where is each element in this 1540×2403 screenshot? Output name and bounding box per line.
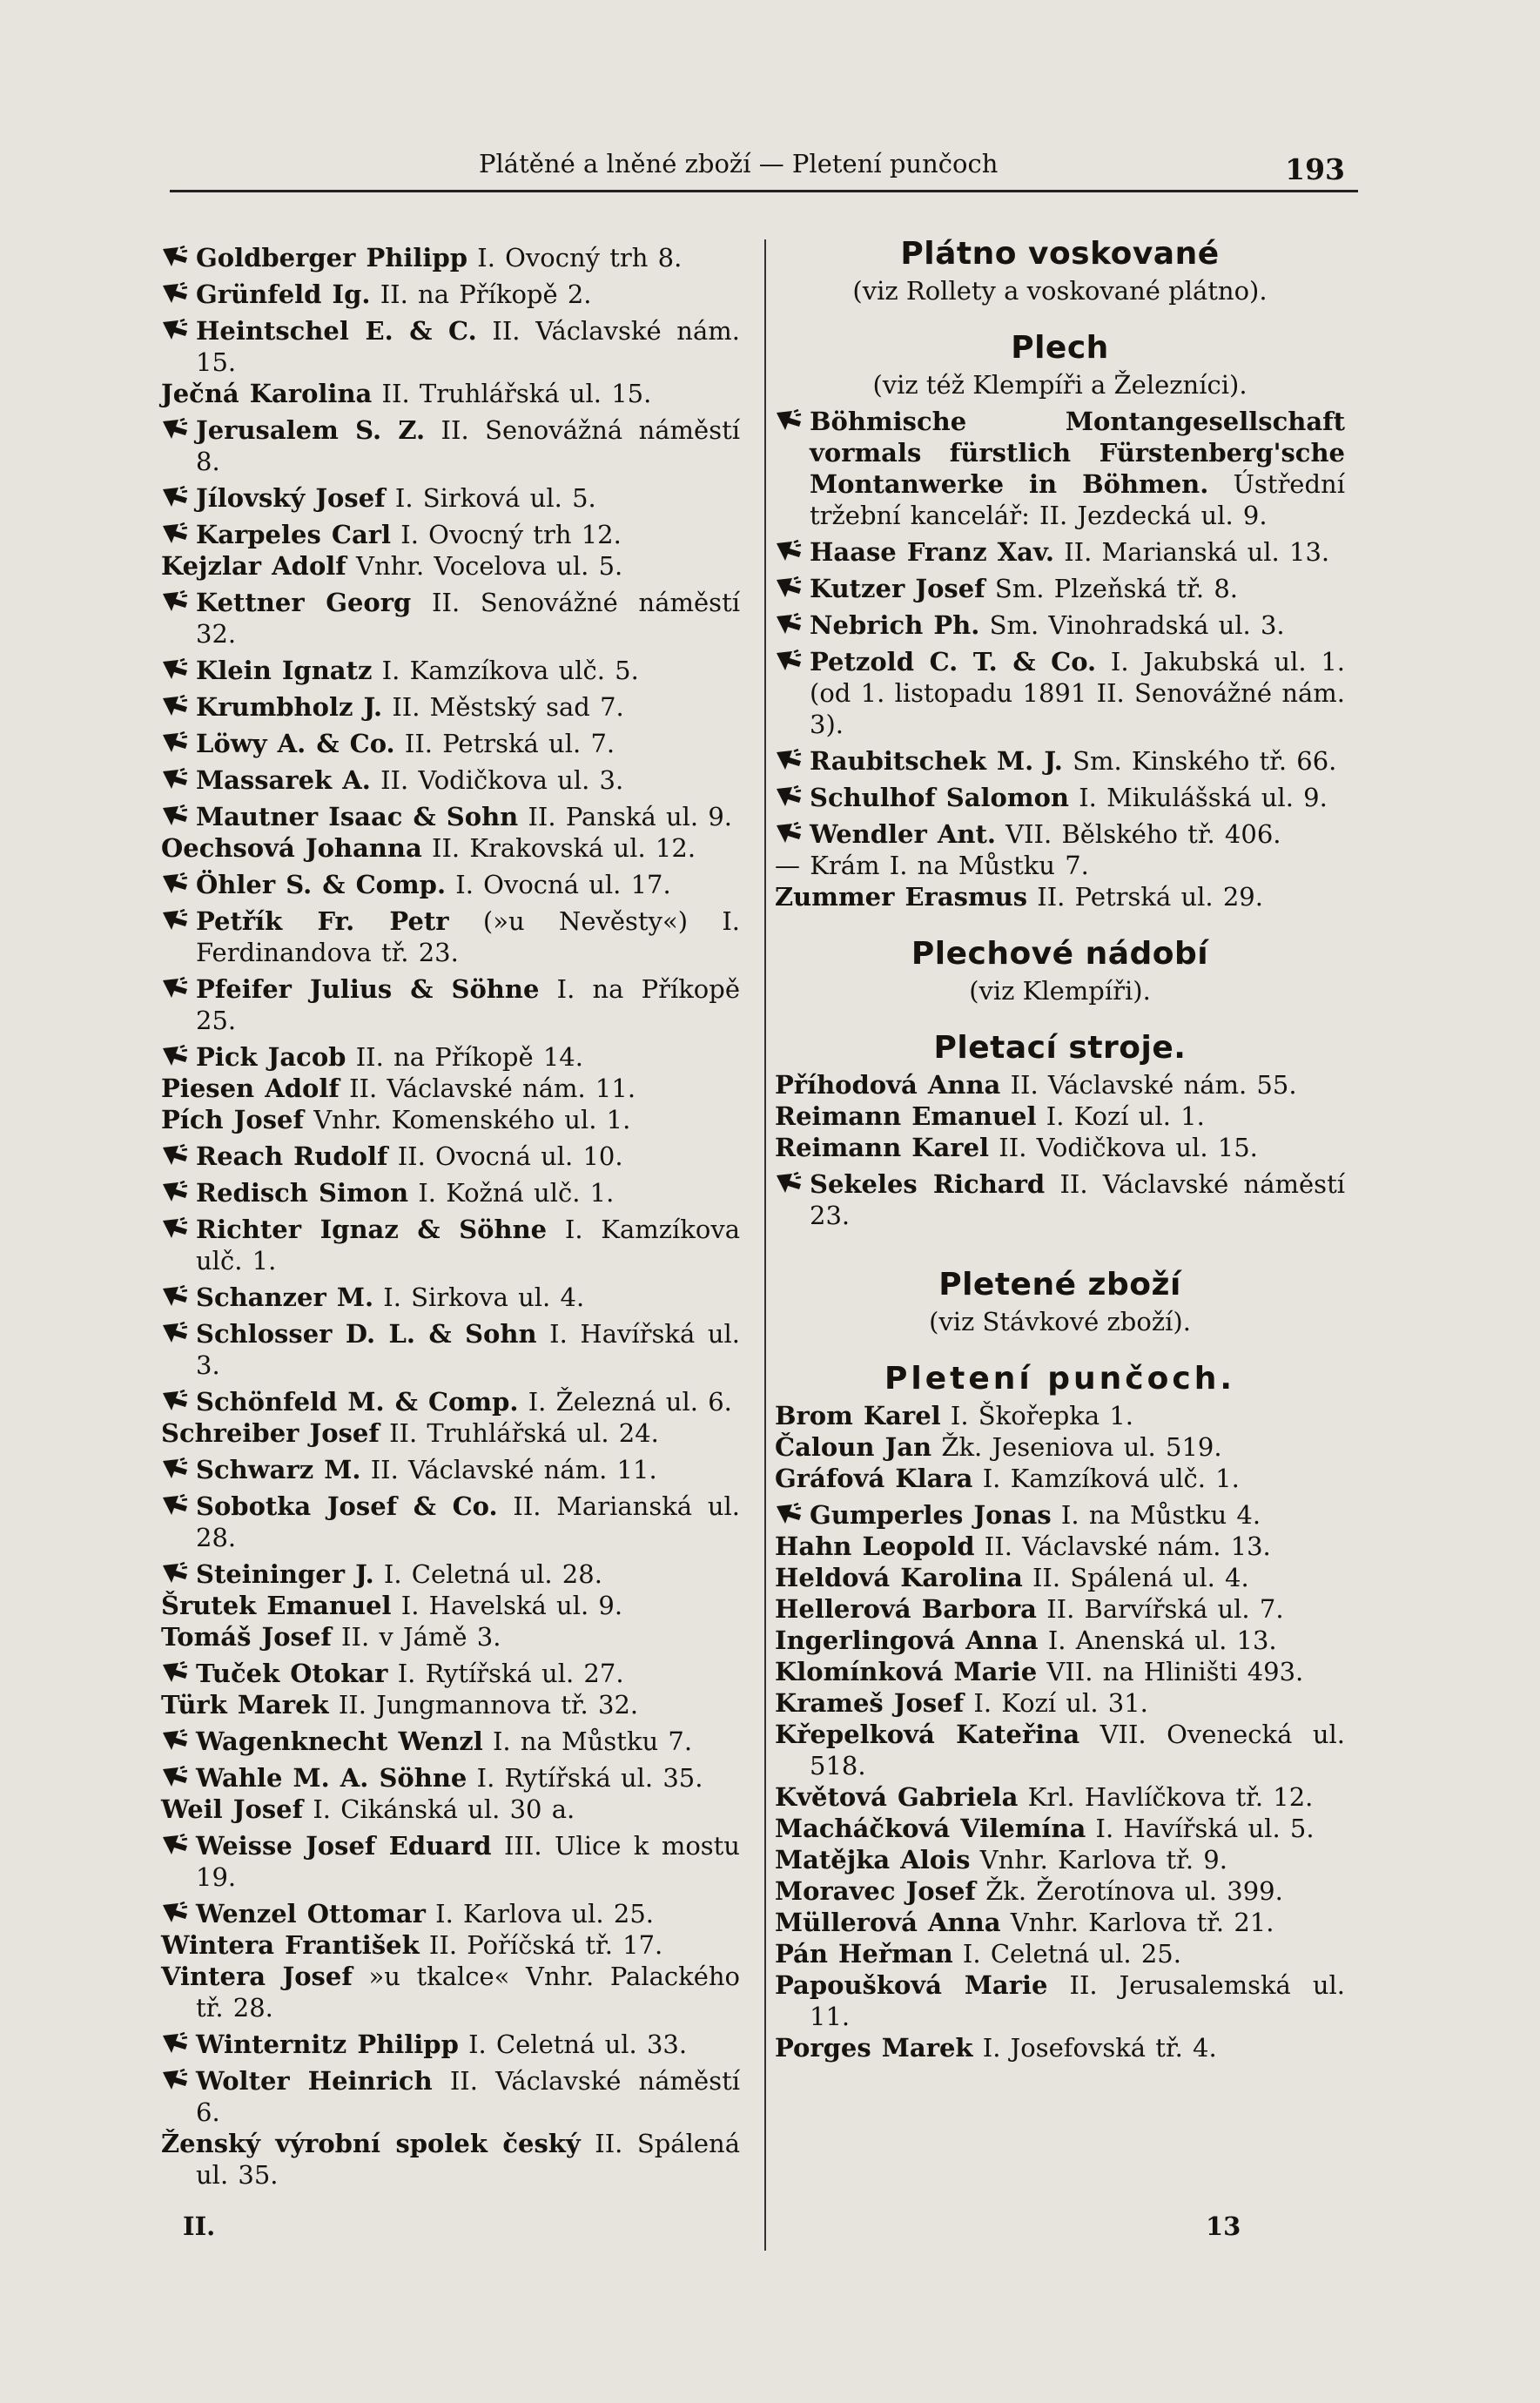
- entry-name: Schwarz M.: [196, 1455, 361, 1484]
- entry-name: Kejzlar Adolf: [161, 551, 346, 581]
- entry-name: Pích Josef: [161, 1105, 304, 1134]
- directory-entry: [775, 1813, 1345, 1844]
- entry-name: Oechsová Johanna: [161, 833, 422, 863]
- section-title-pletaci: Pletací stroje.: [933, 1030, 1187, 1066]
- entry-name: Weil Josef: [161, 1794, 304, 1824]
- entry-name: Ingerlingová Anna: [775, 1626, 1039, 1655]
- directory-entry: [161, 378, 740, 409]
- entry-address: II. Ovocná ul. 10.: [397, 1141, 623, 1171]
- directory-entry: [161, 832, 740, 864]
- entry-name: Wolter Heinrich: [196, 2066, 433, 2096]
- directory-entry: [161, 905, 740, 968]
- pointing-hand-icon: [161, 1045, 189, 1069]
- entry-name: Pán Heřman: [775, 1939, 953, 1969]
- entry-address: I. na Můstku 4.: [1060, 1500, 1261, 1530]
- directory-entry: [161, 587, 740, 650]
- entry-address: II. Jerusalemská ul. 11.: [810, 1970, 1345, 2031]
- section-title-platno: Plátno voskované: [900, 236, 1220, 272]
- entry-name: Brom Karel: [775, 1401, 941, 1430]
- entry-name: Tomáš Josef: [161, 1622, 332, 1652]
- entry-address: (»u Nevěsty«) I. Ferdinandova tř. 23.: [196, 906, 740, 967]
- pointing-hand-icon: [161, 246, 189, 270]
- entry-address: I. Kozí ul. 31.: [973, 1688, 1148, 1718]
- entry-name: Kettner Georg: [196, 588, 412, 617]
- entry-name: Müllerová Anna: [775, 1908, 1001, 1937]
- directory-entry: [161, 1417, 740, 1449]
- pointing-hand-icon: [775, 785, 803, 810]
- directory-entry: [775, 850, 1345, 881]
- entry-address: II. na Příkopě 2.: [380, 279, 592, 309]
- entry-name: Haase Franz Xav.: [810, 537, 1054, 567]
- entry-name: Moravec Josef: [775, 1876, 976, 1906]
- entry-name: Wagenknecht Wenzl: [196, 1727, 483, 1756]
- directory-entry: [161, 2128, 740, 2191]
- directory-entry: [161, 1558, 740, 1590]
- pointing-hand-icon: [161, 804, 189, 829]
- entry-address: II. Poříčská tř. 17.: [428, 1930, 663, 1960]
- directory-entry: [775, 1562, 1345, 1593]
- directory-entry: [775, 881, 1345, 912]
- entry-name: Pfeifer Julius & Söhne: [196, 974, 540, 1004]
- pointing-hand-icon: [161, 1766, 189, 1790]
- pointing-hand-icon: [161, 872, 189, 897]
- entry-address: II. Barvířská ul. 7.: [1046, 1594, 1284, 1624]
- directory-entry: [775, 1844, 1345, 1875]
- directory-entry: [775, 1781, 1345, 1813]
- entry-address: I. Kamzíkova ulč. 1.: [196, 1215, 741, 1276]
- entry-name: Richter Ignaz & Söhne: [196, 1215, 548, 1244]
- entry-address: »u tkalce« Vnhr. Palackého tř. 28.: [196, 1962, 741, 2023]
- directory-entry: [775, 1531, 1345, 1562]
- entry-name: Winternitz Philipp: [196, 2029, 459, 2059]
- entry-address: Žk. Žerotínova ul. 399.: [985, 1876, 1283, 1906]
- pointing-hand-icon: [161, 1562, 189, 1586]
- directory-entry: [775, 1101, 1345, 1132]
- section-list-plech: [775, 406, 1345, 912]
- pointing-hand-icon: [161, 1661, 189, 1686]
- directory-entry: [775, 1400, 1345, 1431]
- entry-address: Vnhr. Vocelova ul. 5.: [356, 551, 623, 581]
- entry-name: Schreiber Josef: [161, 1418, 380, 1448]
- entry-address: I. Karlova ul. 25.: [435, 1899, 654, 1928]
- pointing-hand-icon: [775, 409, 803, 434]
- entry-address: I. Josefovská tř. 4.: [982, 2033, 1217, 2063]
- pointing-hand-icon: [161, 319, 189, 343]
- entry-address: II. v Jámě 3.: [341, 1622, 501, 1652]
- section-note-plech: (viz též Klempíři a Železníci).: [872, 370, 1247, 400]
- pointing-hand-icon: [161, 1390, 189, 1414]
- entry-name: Jerusalem S. Z.: [196, 415, 426, 445]
- entry-name: Příhodová Anna: [775, 1070, 1001, 1100]
- directory-entry: [775, 406, 1345, 531]
- directory-entry: [775, 1168, 1345, 1231]
- entry-address: I. Ovocný trh 12.: [400, 520, 622, 549]
- entry-address: Sm. Vinohradská ul. 3.: [989, 610, 1285, 640]
- pointing-hand-icon: [161, 486, 189, 510]
- entry-name: Schanzer M.: [196, 1282, 374, 1312]
- pointing-hand-icon: [161, 1181, 189, 1205]
- entry-name: Öhler S. & Comp.: [196, 870, 447, 899]
- directory-entry: [161, 315, 740, 378]
- directory-entry: [161, 1141, 740, 1172]
- entry-name: Wenzel Ottomar: [196, 1899, 426, 1928]
- directory-entry: [775, 1938, 1345, 1969]
- directory-entry: [775, 1969, 1345, 2032]
- directory-entry: [161, 1762, 740, 1794]
- entry-name: Goldberger Philipp: [196, 243, 468, 273]
- entry-address: Vnhr. Karlova tř. 9.: [979, 1845, 1227, 1875]
- directory-entry: [161, 1454, 740, 1485]
- entry-name: Porges Marek: [775, 2033, 973, 2063]
- entry-address: II. Jungmannova tř. 32.: [338, 1690, 639, 1720]
- entry-address: II. Spálená ul. 35.: [196, 2129, 740, 2190]
- entry-name: Mautner Isaac & Sohn: [196, 802, 519, 831]
- entry-address: II. Vodičkova ul. 15.: [999, 1133, 1258, 1162]
- entry-name: Gumperles Jonas: [810, 1500, 1052, 1530]
- directory-entry: [161, 1689, 740, 1720]
- directory-entry: [775, 646, 1345, 740]
- pointing-hand-icon: [161, 1285, 189, 1309]
- directory-entry: [161, 764, 740, 796]
- entry-address: Krl. Havlíčkova tř. 12.: [1027, 1782, 1314, 1812]
- signature-mark-right: 13: [1206, 2211, 1241, 2241]
- entry-address: I. Sirková ul. 5.: [394, 483, 596, 513]
- section-note-pletene: (viz Stávkové zboží).: [929, 1307, 1191, 1336]
- entry-address: II. Marianská ul. 13.: [1064, 537, 1330, 567]
- entry-address: II. Senovážná náměstí 8.: [196, 415, 741, 476]
- entry-address: II. Městský sad 7.: [392, 692, 624, 722]
- directory-entry: [775, 1656, 1345, 1687]
- entry-address: I. Celetná ul. 25.: [962, 1939, 1181, 1969]
- directory-entry: [161, 1830, 740, 1893]
- entry-name: Wintera František: [161, 1930, 420, 1960]
- entry-name: Reimann Karel: [775, 1133, 990, 1162]
- directory-entry: [161, 279, 740, 310]
- entry-name: Massarek A.: [196, 765, 371, 795]
- entry-name: Matějka Alois: [775, 1845, 971, 1875]
- entry-name: Květová Gabriela: [775, 1782, 1019, 1812]
- entry-name: Böhmische Montangesellschaft vormals fürstlich Fürstenberg'sche Montanwerke in Böhmen.: [810, 407, 1345, 499]
- header-rule: [170, 190, 1358, 192]
- entry-address: I. Havířská ul. 3.: [196, 1319, 740, 1380]
- directory-entry: [161, 973, 740, 1036]
- entry-address: I. Rytířská ul. 35.: [476, 1763, 703, 1793]
- directory-entry: [161, 1177, 740, 1208]
- entry-address: II. Krakovská ul. 12.: [431, 833, 696, 863]
- pointing-hand-icon: [161, 731, 189, 756]
- entry-address: I. Jakubská ul. 1. (od 1. listopadu 1891 II. Senovážné nám. 3).: [810, 647, 1345, 739]
- directory-entry: [775, 1687, 1345, 1719]
- pointing-hand-icon: [775, 749, 803, 773]
- pointing-hand-icon: [161, 1494, 189, 1518]
- entry-address: Vnhr. Komenského ul. 1.: [313, 1105, 631, 1134]
- entry-address: II. Václavské nám. 11.: [349, 1074, 636, 1103]
- section-note-plechove: (viz Klempíři).: [969, 976, 1151, 1006]
- entry-address: III. Ulice k mostu 19.: [196, 1831, 740, 1892]
- entry-name: Schulhof Salomon: [810, 783, 1069, 812]
- entry-name: Papoušková Marie: [775, 1970, 1048, 2000]
- entry-address: II. Václavské nám. 13.: [984, 1531, 1271, 1561]
- entry-name: Šrutek Emanuel: [161, 1591, 392, 1620]
- entry-address: I. Kamzíkova ulč. 5.: [381, 656, 639, 685]
- entry-address: Sm. Plzeňská tř. 8.: [994, 574, 1238, 603]
- entry-name: Hellerová Barbora: [775, 1594, 1037, 1624]
- directory-entry: [775, 2032, 1345, 2063]
- directory-entry: [775, 1907, 1345, 1938]
- page-number: 193: [1285, 152, 1345, 186]
- entry-name: Weisse Josef Eduard: [196, 1831, 492, 1861]
- directory-entry: [161, 691, 740, 723]
- directory-entry: [161, 1491, 740, 1553]
- directory-entry: [775, 609, 1345, 641]
- left-column: [161, 237, 740, 2191]
- running-head: Plátěné a lněné zboží — Pletení punčoch: [479, 149, 999, 178]
- entry-name: Sekeles Richard: [810, 1169, 1046, 1199]
- entry-name: Jílovský Josef: [196, 483, 386, 513]
- directory-entry: [775, 536, 1345, 568]
- entry-address: II. Václavské nám. 55.: [1010, 1070, 1297, 1100]
- pointing-hand-icon: [161, 2032, 189, 2056]
- directory-entry: [161, 1898, 740, 1929]
- entry-name: Pick Jacob: [196, 1042, 346, 1072]
- entry-address: VII. Ovenecká ul. 518.: [810, 1720, 1345, 1780]
- entry-address: I. Havířská ul. 5.: [1095, 1814, 1315, 1843]
- directory-entry: [775, 745, 1345, 777]
- right-column: [775, 237, 1345, 2063]
- entry-name: Wendler Ant.: [810, 819, 996, 849]
- entry-address: II. Václavské nám. 11.: [370, 1455, 657, 1484]
- entry-address: I. Železná ul. 6.: [528, 1387, 732, 1417]
- pointing-hand-icon: [161, 282, 189, 306]
- directory-entry: [161, 550, 740, 582]
- directory-entry: [161, 1318, 740, 1381]
- directory-entry: [775, 818, 1345, 850]
- section-note-platno: (viz Rollety a voskované plátno).: [852, 276, 1268, 306]
- entry-address: I. Ovocný trh 8.: [477, 243, 683, 273]
- entry-address: I. na Příkopě 25.: [196, 974, 740, 1035]
- section-list-pletaci: [775, 1069, 1345, 1231]
- entry-name: Löwy A. & Co.: [196, 729, 395, 758]
- pointing-hand-icon: [161, 1322, 189, 1346]
- directory-entry: [161, 1929, 740, 1961]
- directory-entry: [161, 1104, 740, 1135]
- entry-address: I. Kamzíková ulč. 1.: [982, 1464, 1240, 1493]
- entry-name: Zummer Erasmus: [775, 882, 1028, 912]
- pointing-hand-icon: [775, 650, 803, 674]
- directory-entry: [161, 1621, 740, 1652]
- directory-entry: [775, 573, 1345, 604]
- directory-entry: [161, 728, 740, 759]
- entry-address: II. Truhlářská ul. 24.: [389, 1418, 659, 1448]
- entry-address: II. Panská ul. 9.: [528, 802, 733, 831]
- entry-address: I. Celetná ul. 28.: [383, 1559, 602, 1589]
- entry-name: Steininger J.: [196, 1559, 374, 1589]
- directory-entry: [775, 1625, 1345, 1656]
- pointing-hand-icon: [161, 1217, 189, 1242]
- column-divider: [764, 239, 766, 2251]
- entry-address: II. Marianská ul. 28.: [196, 1491, 741, 1552]
- entry-name: Raubitschek M. J.: [810, 746, 1063, 776]
- entry-address: II. na Příkopě 14.: [355, 1042, 583, 1072]
- entry-name: Ječná Karolina: [161, 379, 373, 408]
- directory-entry: [161, 1214, 740, 1276]
- entry-name: Vintera Josef: [161, 1962, 353, 1991]
- entry-address: Sm. Kinského tř. 66.: [1073, 746, 1337, 776]
- pointing-hand-icon: [161, 658, 189, 683]
- entry-name: Wahle M. A. Söhne: [196, 1763, 467, 1793]
- entry-name: Krameš Josef: [775, 1688, 965, 1718]
- directory-entry: [161, 414, 740, 477]
- entry-address: I. Ovocná ul. 17.: [455, 870, 671, 899]
- entry-name: Reach Rudolf: [196, 1141, 388, 1171]
- entry-name: Türk Marek: [161, 1690, 329, 1720]
- directory-entry: [161, 1726, 740, 1757]
- directory-entry: [161, 2029, 740, 2060]
- directory-entry: [775, 1069, 1345, 1101]
- entry-address: VII. Bělského tř. 406.: [1005, 819, 1281, 849]
- entry-name: Heintschel E. & C.: [196, 316, 477, 346]
- entry-address: II. Václavské náměstí 6.: [196, 2066, 740, 2127]
- entry-name: Piesen Adolf: [161, 1074, 340, 1103]
- entry-name: Křepelková Kateřina: [775, 1720, 1080, 1749]
- directory-entry: [161, 1386, 740, 1417]
- entry-address: II. Vodičkova ul. 3.: [380, 765, 624, 795]
- entry-name: Heldová Karolina: [775, 1563, 1023, 1592]
- directory-entry: [775, 1463, 1345, 1494]
- directory-entry: [161, 1041, 740, 1073]
- entry-address: I. Škořepka 1.: [950, 1401, 1134, 1430]
- pointing-hand-icon: [161, 590, 189, 615]
- section-title-plech: Plech: [1011, 330, 1109, 366]
- directory-entry: [161, 1282, 740, 1313]
- entry-address: I. Kožná ulč. 1.: [418, 1178, 615, 1208]
- entry-name: Tuček Otokar: [196, 1659, 388, 1688]
- entry-address: Ústřední tržební kancelář: II. Jezdecká ul. 9.: [810, 469, 1345, 530]
- directory-entry: [775, 1431, 1345, 1463]
- entry-address: Vnhr. Karlova tř. 21.: [1010, 1908, 1274, 1937]
- pointing-hand-icon: [775, 822, 803, 846]
- entry-name: Schönfeld M. & Comp.: [196, 1387, 519, 1417]
- pointing-hand-icon: [161, 695, 189, 719]
- entry-name: Macháčková Vilemína: [775, 1814, 1086, 1843]
- directory-entry: [161, 242, 740, 273]
- pointing-hand-icon: [161, 418, 189, 442]
- entry-address: I. Rytířská ul. 27.: [397, 1659, 624, 1688]
- pointing-hand-icon: [161, 1729, 189, 1753]
- entry-address: — Krám I. na Můstku 7.: [775, 851, 1089, 880]
- section-title-pletene: Pletené zboží: [938, 1267, 1181, 1302]
- entry-address: II. Václavské náměstí 23.: [810, 1169, 1345, 1230]
- directory-entry: [161, 869, 740, 900]
- pointing-hand-icon: [775, 540, 803, 564]
- pointing-hand-icon: [161, 1144, 189, 1168]
- section-list-puncoch: [775, 1400, 1345, 2063]
- entry-name: Hahn Leopold: [775, 1531, 975, 1561]
- entry-name: Petřík Fr. Petr: [196, 906, 449, 936]
- entry-address: Žk. Jeseniova ul. 519.: [941, 1432, 1222, 1462]
- signature-mark-left: II.: [183, 2211, 216, 2241]
- entry-name: Reimann Emanuel: [775, 1101, 1037, 1131]
- entry-address: II. Spálená ul. 4.: [1032, 1563, 1249, 1592]
- directory-entry: [161, 519, 740, 550]
- entry-name: Petzold C. T. & Co.: [810, 647, 1097, 676]
- entry-address: II. Václavské nám. 15.: [196, 316, 740, 377]
- section-title-puncoch: Pletení punčoch.: [884, 1361, 1235, 1397]
- entry-name: Sobotka Josef & Co.: [196, 1491, 498, 1521]
- pointing-hand-icon: [161, 768, 189, 792]
- entry-address: I. Havelská ul. 9.: [400, 1591, 623, 1620]
- directory-entry: [775, 1499, 1345, 1531]
- entry-address: II. Petrská ul. 29.: [1037, 882, 1263, 912]
- entry-address: I. Kozí ul. 1.: [1046, 1101, 1205, 1131]
- pointing-hand-icon: [161, 1457, 189, 1482]
- entry-name: Grünfeld Ig.: [196, 279, 371, 309]
- entry-address: I. Sirkova ul. 4.: [383, 1282, 585, 1312]
- pointing-hand-icon: [775, 576, 803, 601]
- directory-entry: [161, 655, 740, 686]
- entry-address: I. Cikánská ul. 30 a.: [313, 1794, 575, 1824]
- pointing-hand-icon: [161, 1834, 189, 1858]
- directory-entry: [775, 1875, 1345, 1907]
- entry-name: Schlosser D. L. & Sohn: [196, 1319, 537, 1349]
- directory-entry: [161, 1961, 740, 2023]
- entry-name: Ženský výrobní spolek český: [161, 2129, 581, 2158]
- directory-entry: [161, 1590, 740, 1621]
- directory-entry: [161, 1658, 740, 1689]
- entry-address: II. Truhlářská ul. 15.: [381, 379, 652, 408]
- entry-name: Krumbholz J.: [196, 692, 383, 722]
- directory-entry: [775, 1719, 1345, 1781]
- directory-entry: [161, 2065, 740, 2128]
- entry-address: II. Petrská ul. 7.: [404, 729, 615, 758]
- entry-name: Klomínková Marie: [775, 1657, 1038, 1686]
- entry-name: Kutzer Josef: [810, 574, 985, 603]
- directory-entry: [775, 1593, 1345, 1625]
- entry-name: Nebrich Ph.: [810, 610, 980, 640]
- entry-address: II. Senovážné náměstí 32.: [196, 588, 740, 649]
- directory-entry: [775, 782, 1345, 813]
- pointing-hand-icon: [161, 1902, 189, 1926]
- entry-name: Karpeles Carl: [196, 520, 392, 549]
- directory-entry: [775, 1132, 1345, 1163]
- section-title-plechove: Plechové nádobí: [911, 936, 1209, 972]
- pointing-hand-icon: [161, 2069, 189, 2093]
- entry-name: Gráfová Klara: [775, 1464, 973, 1493]
- entry-address: I. Anenská ul. 13.: [1047, 1626, 1277, 1655]
- pointing-hand-icon: [161, 909, 189, 933]
- pointing-hand-icon: [161, 522, 189, 547]
- entry-name: Redisch Simon: [196, 1178, 409, 1208]
- pointing-hand-icon: [775, 613, 803, 637]
- pointing-hand-icon: [775, 1503, 803, 1527]
- pointing-hand-icon: [775, 1172, 803, 1196]
- page-header: [170, 144, 1354, 196]
- pointing-hand-icon: [161, 977, 189, 1001]
- directory-entry: [161, 482, 740, 514]
- entry-address: I. na Můstku 7.: [492, 1727, 693, 1756]
- entry-address: I. Mikulášská ul. 9.: [1079, 783, 1328, 812]
- directory-entry: [161, 1794, 740, 1825]
- directory-entry: [161, 801, 740, 832]
- entry-name: Klein Ignatz: [196, 656, 373, 685]
- directory-entry: [161, 1073, 740, 1104]
- entry-name: Čaloun Jan: [775, 1432, 932, 1462]
- entry-address: VII. na Hliništi 493.: [1046, 1657, 1304, 1686]
- entry-address: I. Celetná ul. 33.: [468, 2029, 688, 2059]
